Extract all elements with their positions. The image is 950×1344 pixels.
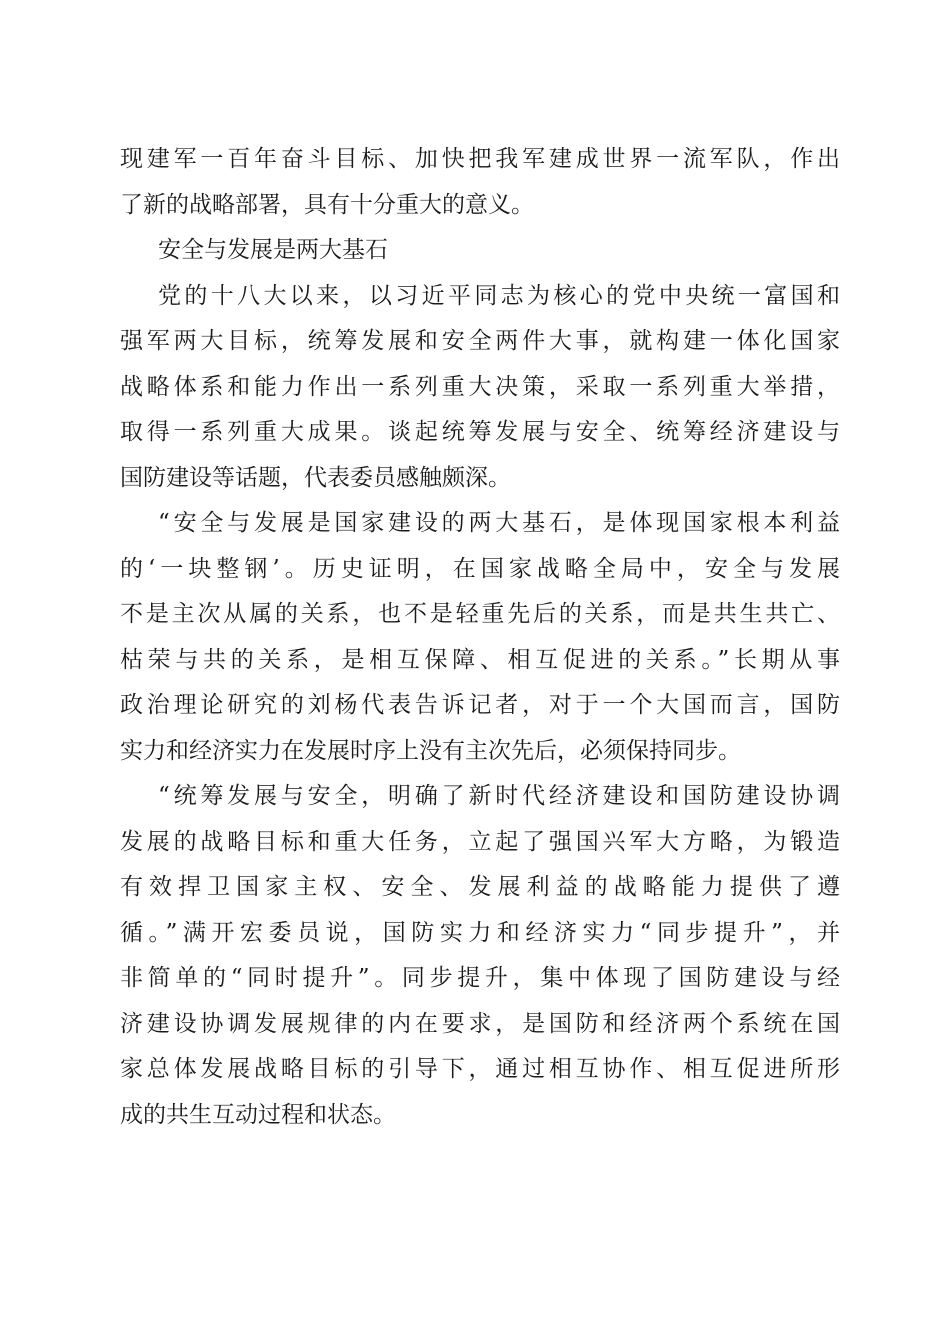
article-body [120,137,840,1138]
text-line: 的‘一块整钢’。历史证明，在国家战略全局中，安全与发展 [120,555,840,582]
text-line: 枯荣与共的关系，是相互保障、相互促进的关系。”长期从事 [120,646,840,673]
text-line: 有效捍卫国家主权、安全、发展利益的战略能力提供了遵 [120,874,840,900]
text-line: 党的十八大以来，以习近平同志为核心的党中央统一富国和 [158,282,840,309]
text-line: 济建设协调发展规律的内在要求，是国防和经济两个系统在国 [120,1010,840,1037]
text-line: 实力和经济实力在发展时序上没有主次先后，必须保持同步。 [120,737,741,764]
paragraph [120,774,840,1138]
paragraph [120,274,840,502]
text-line: 非简单的“同时提升”。同步提升，集中体现了国防建设与经 [120,965,840,991]
text-line: “安全与发展是国家建设的两大基石，是体现国家根本利益 [158,510,840,536]
text-line: 国防建设等话题，代表委员感触颇深。 [120,464,511,491]
text-line: 循。”满开宏委员说，国防实力和经济实力“同步提升”，并 [120,919,840,946]
text-line: 了新的战略部署，具有十分重大的意义。 [120,191,534,218]
text-line: 强军两大目标，统筹发展和安全两件大事，就构建一体化国家 [120,328,840,354]
text-line: 不是主次从属的关系，也不是轻重先后的关系，而是共生共亡、 [120,601,840,627]
text-line: 政治理论研究的刘杨代表告诉记者，对于一个大国而言，国防 [120,692,840,718]
text-line: 战略体系和能力作出一系列重大决策，采取一系列重大举措， [120,373,840,400]
text-line: 成的共生互动过程和状态。 [120,1101,396,1128]
text-line: 取得一系列重大成果。谈起统筹发展与安全、统筹经济建设与 [120,419,840,445]
paragraph [120,501,840,774]
section-heading-text: 安全与发展是两大基石 [158,237,388,263]
text-line: “统筹发展与安全，明确了新时代经济建设和国防建设协调 [158,783,840,809]
section-heading [120,228,840,274]
paragraph-continuation [120,137,840,228]
text-line: 发展的战略目标和重大任务，立起了强国兴军大方略，为锻造 [120,828,840,855]
text-line: 现建军一百年奋斗目标、加快把我军建成世界一流军队，作出 [120,146,840,172]
text-line: 家总体发展战略目标的引导下，通过相互协作、相互促进所形 [120,1056,840,1082]
